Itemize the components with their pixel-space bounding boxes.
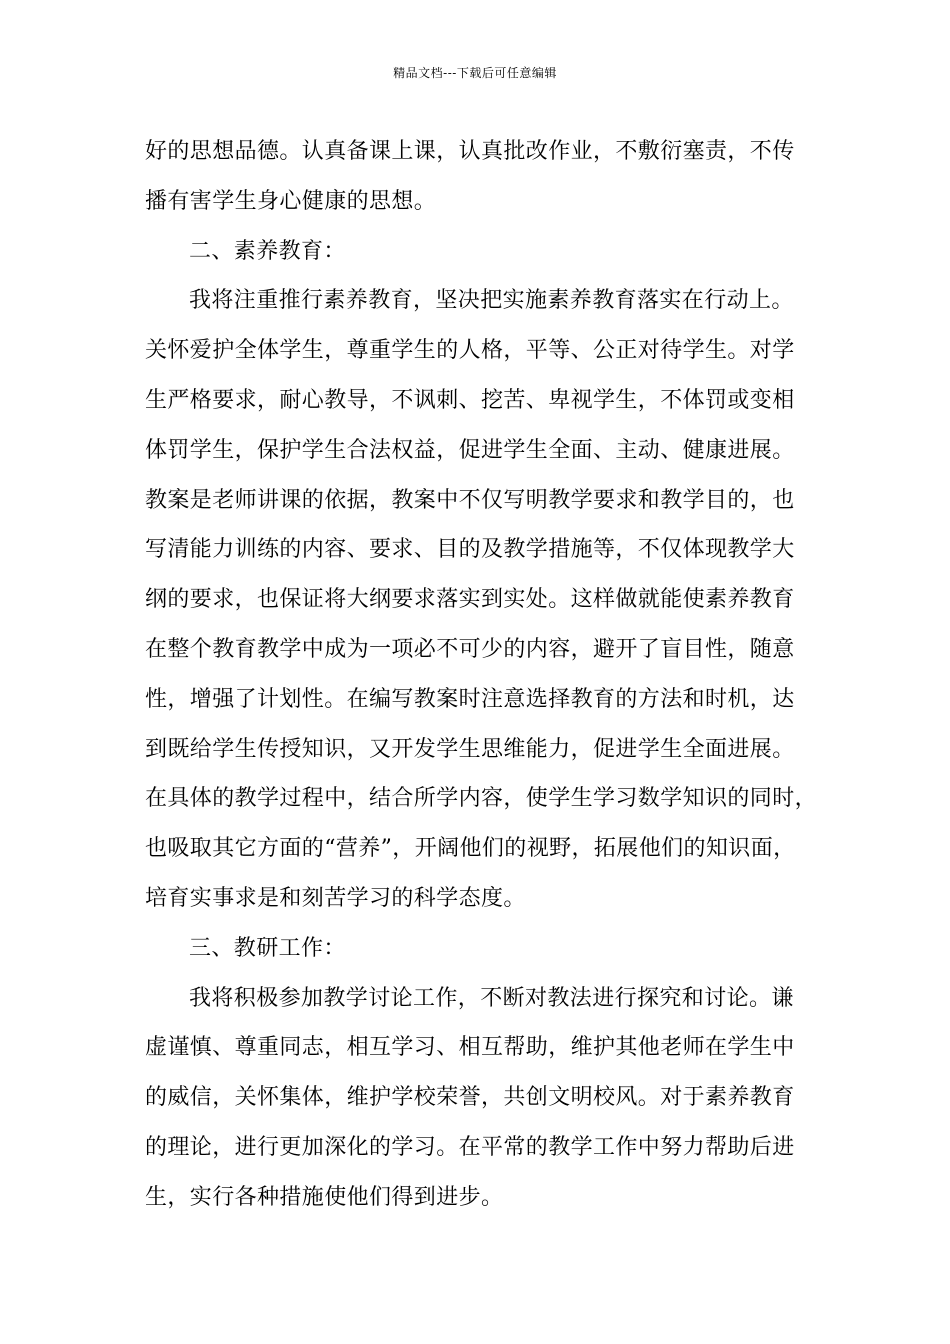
text-line: 也吸取其它方面的“营养”，开阔他们的视野，拓展他们的知识面， [145,836,796,862]
page-header: 精品文档---下载后可任意编辑 [393,66,557,80]
text-line: 好的思想品德。认真备课上课，认真批改作业，不敷衍塞责，不传 [145,139,795,164]
text-line: 写清能力训练的内容、要求、目的及教学措施等，不仅体现教学大 [145,537,795,563]
text-line: 虚谨慎、尊重同志，相互学习、相互帮助，维护其他老师在学生中 [145,1035,795,1061]
text-line: 体罚学生，保护学生合法权益，促进学生全面、主动、健康进展。 [145,437,795,463]
text-line: 的威信，关怀集体，维护学校荣誉，共创文明校风。对于素养教育 [145,1085,795,1111]
text-line: 生严格要求，耐心教导，不讽刺、挖苦、卑视学生，不体罚或变相 [145,387,795,413]
paragraph-start-line: 我将积极参加教学讨论工作，不断对教法进行探究和讨论。谦 [189,985,794,1011]
text-line: 在整个教育教学中成为一项必不可少的内容，避开了盲目性，随意 [145,636,795,662]
text-line: 教案是老师讲课的依据，教案中不仅写明教学要求和教学目的，也 [145,487,795,513]
text-line: 播有害学生身心健康的思想。 [145,188,437,214]
text-line: 性，增强了计划性。在编写教案时注意选择教育的方法和时机，达 [145,686,795,712]
text-line: 关怀爱护全体学生，尊重学生的人格，平等、公正对待学生。对学 [145,338,795,364]
section-heading: 二、素养教育： [189,238,346,264]
text-line: 到既给学生传授知识，又开发学生思维能力，促进学生全面进展。 [145,736,795,762]
text-line: 培育实事求是和刻苦学习的科学态度。 [145,885,526,911]
section-heading: 三、教研工作： [189,935,346,961]
text-line: 在具体的教学过程中，结合所学内容，使学生学习数学知识的同时， [145,786,818,812]
text-line: 纲的要求，也保证将大纲要求落实到实处。这样做就能使素养教育 [145,587,795,613]
paragraph-start-line: 我将注重推行素养教育，坚决把实施素养教育落实在行动上。 [189,288,794,314]
text-line: 生，实行各种措施使他们得到进步。 [145,1184,504,1210]
document-body [145,127,821,1223]
text-line: 的理论，进行更加深化的学习。在平常的教学工作中努力帮助后进 [145,1134,795,1160]
